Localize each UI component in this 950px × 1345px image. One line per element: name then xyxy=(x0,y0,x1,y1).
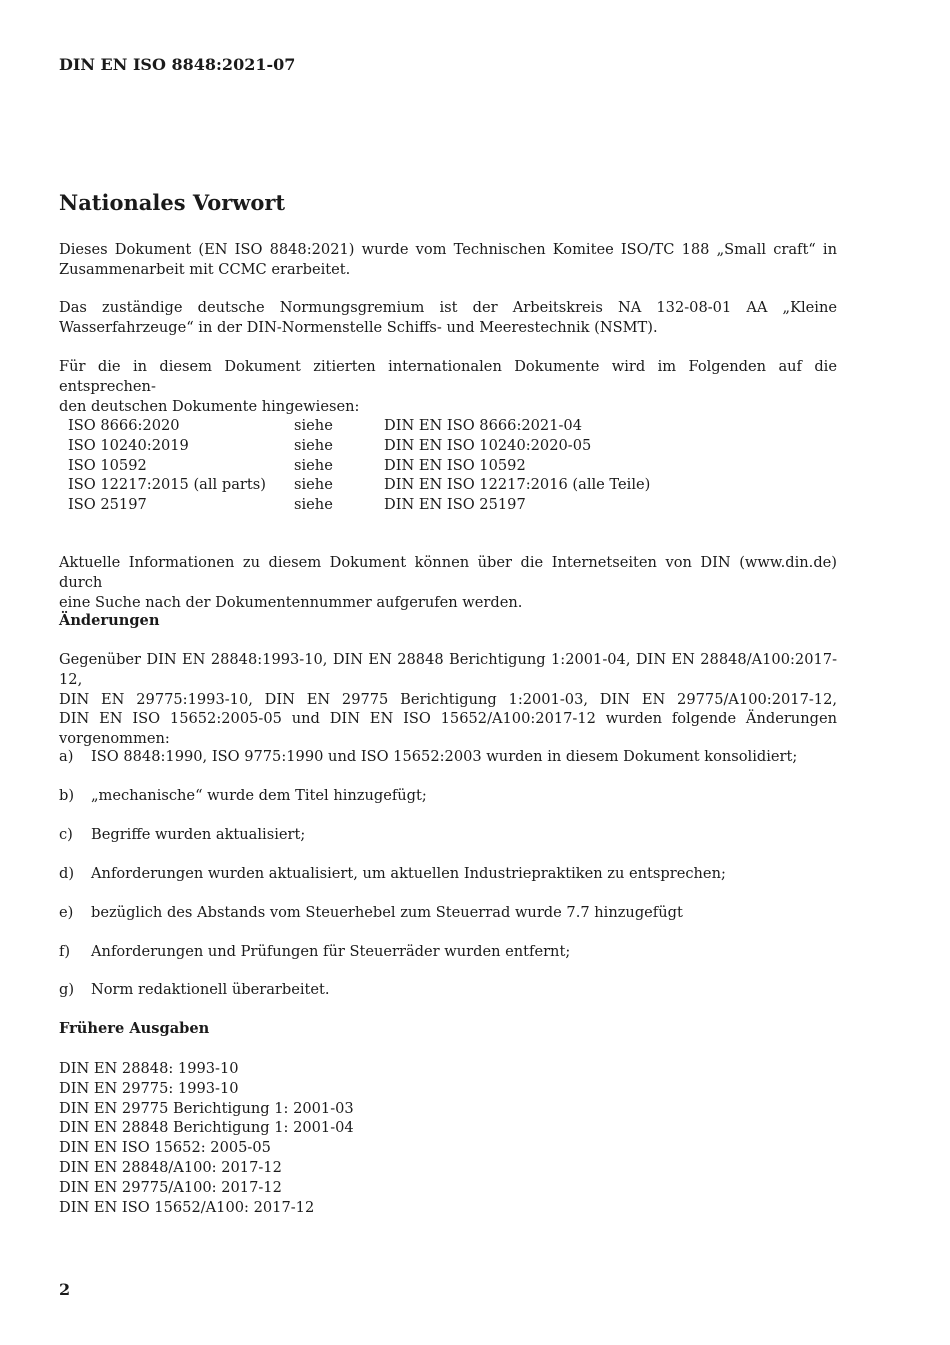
reference-row xyxy=(68,436,650,456)
list-text: „mechanische“ wurde dem Titel hinzugefügt; xyxy=(91,787,427,804)
document-header: DIN EN ISO 8848:2021-07 xyxy=(59,55,296,74)
list-item xyxy=(59,747,797,767)
list-text: Anforderungen und Prüfungen für Steuerräder wurden entfernt; xyxy=(91,943,571,960)
paragraph-line: eine Suche nach der Dokumentennummer aufgerufen werden. xyxy=(59,593,523,611)
reference-see: siehe xyxy=(294,456,333,474)
edition-item: DIN EN 29775 Berichtigung 1: 2001-03 xyxy=(59,1099,354,1117)
paragraph-committee xyxy=(59,240,837,280)
edition-item: DIN EN ISO 15652/A100: 2017-12 xyxy=(59,1198,315,1216)
list-text: Norm redaktionell überarbeitet. xyxy=(91,981,330,998)
reference-row xyxy=(68,416,650,436)
edition-item: DIN EN 29775/A100: 2017-12 xyxy=(59,1178,282,1196)
reference-table xyxy=(68,416,650,515)
section-title: Nationales Vorwort xyxy=(59,190,286,215)
reference-see: siehe xyxy=(294,417,333,434)
reference-iso: ISO 10240:2019 xyxy=(68,436,189,454)
list-marker: d) xyxy=(59,865,75,882)
paragraph-line: Das zuständige deutsche Normungsgremium ist der Arbeitskreis NA 132-08-01 AA „Kleine xyxy=(59,299,837,316)
page-number: 2 xyxy=(59,1280,71,1299)
reference-row xyxy=(68,495,650,515)
list-item xyxy=(59,786,427,806)
paragraph-line: DIN EN ISO 15652:2005-05 und DIN EN ISO 15652/A100:2017-12 wurden folgende Änderungen xyxy=(59,710,837,728)
list-text: ISO 8848:1990, ISO 9775:1990 und ISO 15652:2003 wurden in diesem Dokument konsolidiert; xyxy=(91,748,798,765)
list-marker: a) xyxy=(59,748,74,765)
edition-item: DIN EN 29775: 1993-10 xyxy=(59,1079,239,1097)
reference-iso: ISO 25197 xyxy=(68,496,147,514)
reference-row xyxy=(68,475,650,495)
list-marker: g) xyxy=(59,981,75,998)
list-text: Begriffe wurden aktualisiert; xyxy=(91,826,306,843)
list-item xyxy=(59,942,570,962)
list-marker: f) xyxy=(59,943,71,960)
reference-iso: ISO 8666:2020 xyxy=(68,417,180,434)
editions-list xyxy=(59,1059,354,1217)
list-text: bezüglich des Abstands vom Steuerhebel zum Steuerrad wurde 7.7 hinzugefügt xyxy=(91,904,683,921)
edition-item: DIN EN 28848 Berichtigung 1: 2001-04 xyxy=(59,1119,354,1137)
paragraph-din-info xyxy=(59,553,837,612)
paragraph-line: DIN EN 29775:1993-10, DIN EN 29775 Berichtigung 1:2001-03, DIN EN 29775/A100:2017-12, xyxy=(59,690,837,708)
reference-iso: ISO 10592 xyxy=(68,456,147,474)
changes-heading: Änderungen xyxy=(59,612,160,629)
reference-see: siehe xyxy=(294,496,333,514)
paragraph-references-intro xyxy=(59,357,837,416)
list-item xyxy=(59,980,330,1000)
list-marker: c) xyxy=(59,826,73,843)
paragraph-body xyxy=(59,298,837,338)
edition-item: DIN EN 28848/A100: 2017-12 xyxy=(59,1158,282,1176)
changes-intro xyxy=(59,650,837,749)
paragraph-line: Wasserfahrzeuge“ in der DIN-Normenstelle Schiffs- und Meerestechnik (NSMT). xyxy=(59,318,658,336)
list-item xyxy=(59,864,726,884)
reference-din: DIN EN ISO 10240:2020-05 xyxy=(384,436,592,454)
reference-see: siehe xyxy=(294,436,333,454)
list-item xyxy=(59,903,683,923)
list-item xyxy=(59,825,305,845)
edition-item: DIN EN 28848: 1993-10 xyxy=(59,1060,239,1077)
paragraph-line: Für die in diesem Dokument zitierten internationalen Dokumente wird im Folgenden auf die entsprechen- xyxy=(59,358,837,395)
list-marker: e) xyxy=(59,904,74,921)
reference-din: DIN EN ISO 8666:2021-04 xyxy=(384,417,582,434)
paragraph-line: Zusammenarbeit mit CCMC erarbeitet. xyxy=(59,260,351,278)
editions-heading: Frühere Ausgaben xyxy=(59,1020,210,1037)
reference-iso: ISO 12217:2015 (all parts) xyxy=(68,476,266,494)
reference-din: DIN EN ISO 25197 xyxy=(384,496,526,514)
reference-din: DIN EN ISO 10592 xyxy=(384,456,526,474)
paragraph-line: vorgenommen: xyxy=(59,730,170,748)
reference-din: DIN EN ISO 12217:2016 (alle Teile) xyxy=(384,476,651,494)
paragraph-line: Aktuelle Informationen zu diesem Dokument können über die Internetseiten von DIN (www.din.de) durch xyxy=(59,554,837,591)
list-text: Anforderungen wurden aktualisiert, um aktuellen Industriepraktiken zu entsprechen; xyxy=(91,865,726,882)
list-marker: b) xyxy=(59,787,75,804)
paragraph-line: Dieses Dokument (EN ISO 8848:2021) wurde vom Technischen Komitee ISO/TC 188 „Small craft“ in xyxy=(59,241,837,258)
reference-see: siehe xyxy=(294,476,333,494)
paragraph-line: den deutschen Dokumente hingewiesen: xyxy=(59,397,360,415)
edition-item: DIN EN ISO 15652: 2005-05 xyxy=(59,1139,271,1157)
reference-row xyxy=(68,456,650,476)
paragraph-line: Gegenüber DIN EN 28848:1993-10, DIN EN 28848 Berichtigung 1:2001-04, DIN EN 28848/A100:2017-12, xyxy=(59,651,837,688)
